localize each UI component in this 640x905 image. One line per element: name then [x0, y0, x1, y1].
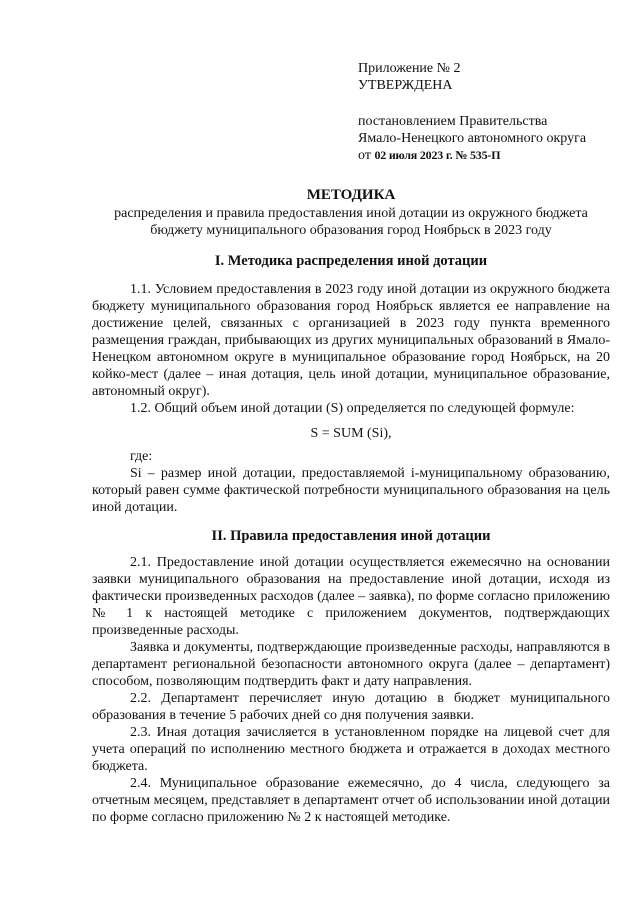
- document-title: МЕТОДИКА: [306, 187, 396, 203]
- paragraph-2-1: 2.1. Предоставление иной дотации осуществляется ежемесячно на основании заявки муниципального образования на предоставление иной дотации, исходя из фактически произведенных расходов (далее – заявка), по форме согласно приложению № 1 к настоящей методике с приложением документов, подтверждающих произведенные расходы.: [92, 555, 610, 638]
- section-1-heading: I. Методика распределения иной дотации: [214, 253, 488, 269]
- subtitle-line-2: бюджету муниципального образования город Ноябрьск в 2023 году: [150, 223, 552, 238]
- paragraph-1-1: 1.1. Условием предоставления в 2023 году иной дотации из окружного бюджета бюджету муниципального образования город Ноябрьск является ее направление на достижение целей, связанных с организацией в 2023 году пункта временного размещения граждан, прибывающих из других муниципальных образований в Ямало-Ненецком автономном округе в муниципальное образование город Ноябрьск, на 20 койко-мест (далее – иная дотация, цель иной дотации, муниципальное образование, автономный округ).: [92, 282, 610, 399]
- paragraph-2-2: 2.2. Департамент перечисляет иную дотацию в бюджет муниципального образования в течение 5 рабочих дней со дня получения заявки.: [92, 691, 610, 723]
- paragraph-2-4: 2.4. Муниципальное образование ежемесячно, до 4 числа, следующего за отчетным месяцем, представляет в департамент отчет об использовании иной дотации по форме согласно приложению № 2 к настоящей методике.: [92, 776, 610, 825]
- formula: S = SUM (Si),: [310, 426, 392, 441]
- approval-stamp: [358, 60, 586, 164]
- approved-label: УТВЕРЖДЕНА: [358, 78, 453, 93]
- section-1-body: [92, 281, 610, 516]
- subtitle-line-1: распределения и правила предоставления иной дотации из окружного бюджета: [114, 206, 588, 221]
- paragraph-2-1-docs: Заявка и документы, подтверждающие произведенные расходы, направляются в департамент региональной безопасности автономного округа (далее – департамент) способом, позволяющим подтвердить факт и дату направления.: [92, 640, 610, 689]
- date-prefix: от: [358, 148, 375, 163]
- formula-explanation: Si – размер иной дотации, предоставляемой i-муниципальному образованию, который равен сумме фактической потребности муниципального образования на цель иной дотации.: [92, 466, 610, 515]
- paragraph-1-2: 1.2. Общий объем иной дотации (S) определяется по следующей формуле:: [130, 401, 575, 416]
- government-line: Ямало-Ненецкого автономного округа: [358, 131, 587, 146]
- section-2-body: [92, 554, 610, 826]
- document-subtitle: [92, 205, 610, 239]
- resolution-line: постановлением Правительства: [358, 114, 548, 129]
- appendix-number: Приложение № 2: [358, 61, 461, 76]
- approval-date-line: [358, 147, 586, 164]
- approval-date: 02 июля 2023 г. № 535-П: [374, 148, 501, 162]
- paragraph-2-3: 2.3. Иная дотация зачисляется в установленном порядке на лицевой счет для учета операций по исполнению местного бюджета и отражается в доходах местного бюджета.: [92, 725, 610, 774]
- where-label: где:: [130, 449, 153, 464]
- section-2-heading: II. Правила предоставления иной дотации: [211, 528, 491, 544]
